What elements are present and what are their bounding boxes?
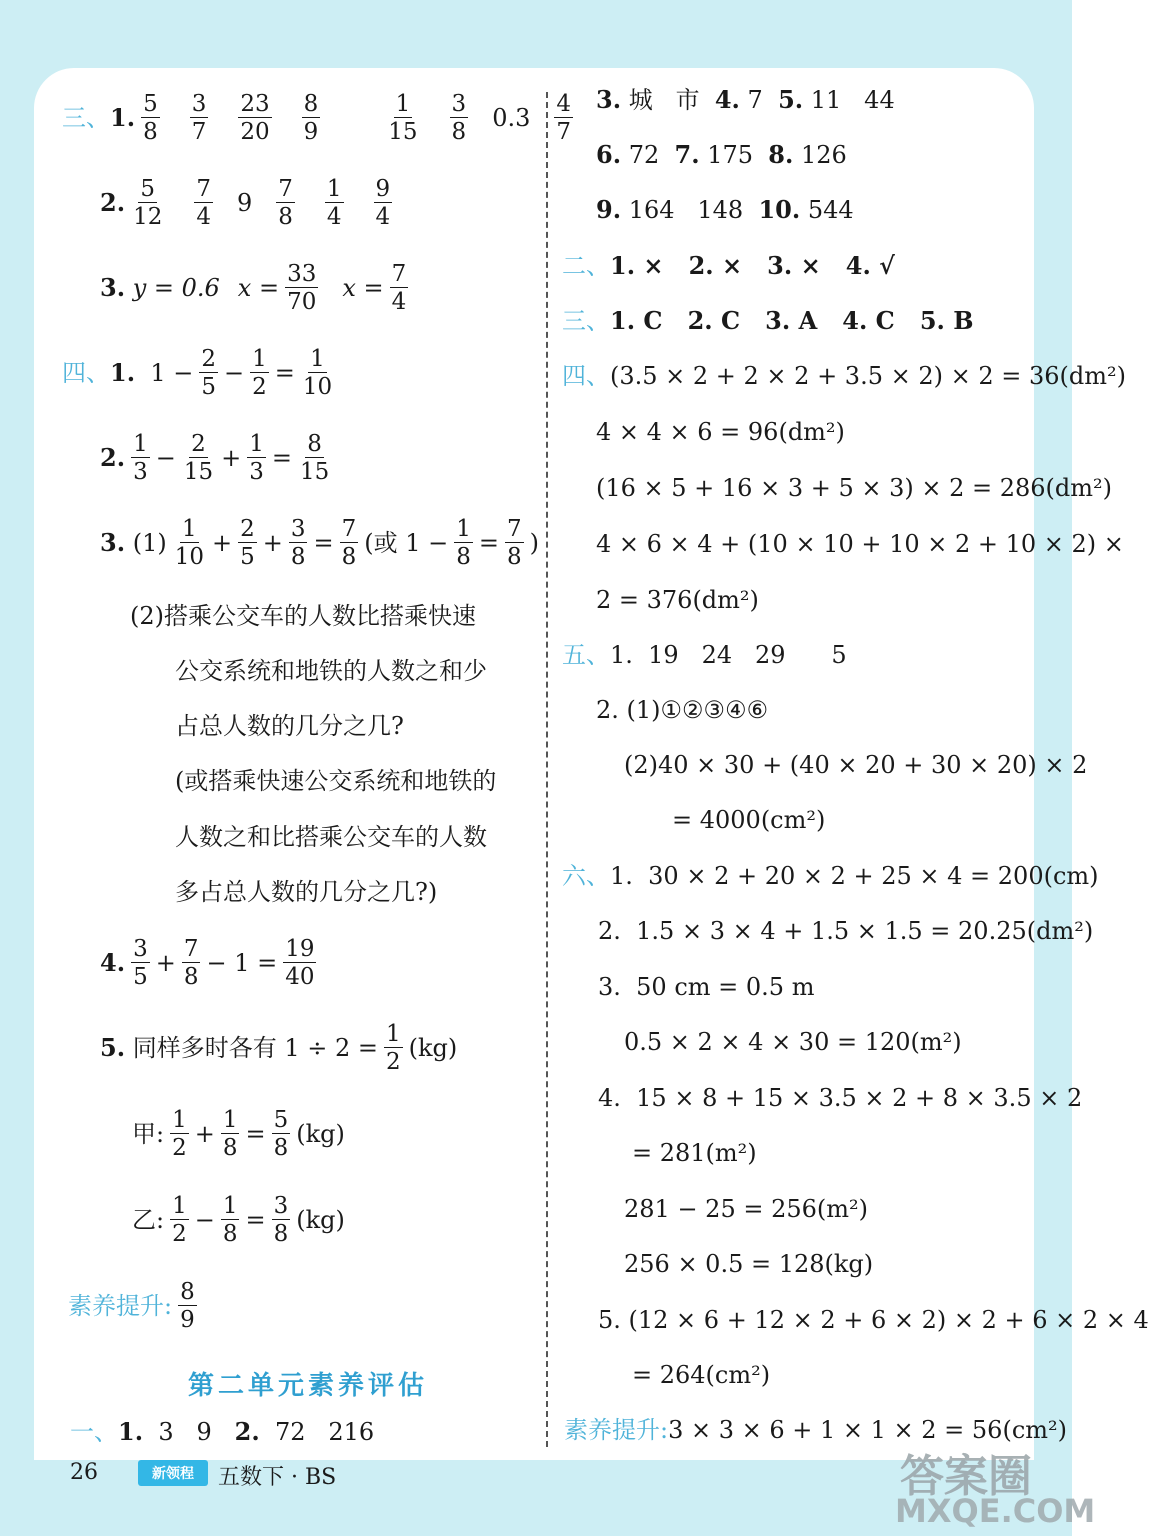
decimal-answer: 0.3 bbox=[492, 104, 531, 133]
unit-title: 第二单元素养评估 bbox=[188, 1371, 429, 1401]
brand-logo: 新领程 bbox=[138, 1460, 208, 1486]
text-line: 多占总人数的几分之几?) bbox=[175, 878, 438, 906]
fraction: 3 7 bbox=[191, 91, 207, 146]
column-divider bbox=[546, 92, 548, 1447]
right-line: 3. 城 市 4. 7 5. 11 44 bbox=[596, 85, 895, 114]
answer-r6-line: 256 × 0.5 = 128(kg) bbox=[624, 1250, 874, 1278]
answer-4-4: 4. 3 5 + $\frac{7}{8}$ − 1 = $\frac{19}{40}$ bbox=[100, 936, 315, 991]
answer-4-1: 四、 1. 1 − $\frac{2}{5}$ − $\frac{1}{2}$ = $\frac{1}{10}$ bbox=[62, 346, 333, 401]
answer-3-1 bbox=[62, 92, 579, 144]
answer-r6-line: 2. 1.5 × 3 × 4 + 1.5 × 1.5 = 20.25(dm²) bbox=[598, 917, 1094, 945]
text-line: 人数之和比搭乘公交车的人数 bbox=[175, 823, 487, 851]
answer-r4-line: 4 × 4 × 6 = 96(dm²) bbox=[596, 418, 845, 446]
answer-r6-line: = 281(m²) bbox=[632, 1139, 757, 1167]
fraction: 8 9 bbox=[303, 91, 319, 146]
text-line: 公交系统和地铁的人数之和少 bbox=[175, 657, 487, 685]
text-line: (或搭乘快速公交系统和地铁的 bbox=[175, 767, 497, 795]
answer-r5-2: 2. (1)①②③④⑥ bbox=[596, 696, 769, 724]
fraction: 3 8 bbox=[451, 91, 467, 146]
watermark-url: MXQE.COM bbox=[895, 1492, 1096, 1530]
answer-r2: 二、 1. × 2. × 3. × 4. √ bbox=[562, 251, 895, 280]
right-line: 6. 72 7. 175 8. 126 bbox=[596, 140, 847, 169]
answer-u2-1: 一、 1. 3 9 2. 72 216 bbox=[70, 1417, 375, 1446]
answer-4-2: 2. 1 3 − $\frac{2}{15}$ + $\frac{1}{3}$ = $\frac{8}{15}$ bbox=[100, 431, 330, 486]
answer-4-3: 3. (1) 1 10 + $\frac{2}{5}$ + $\frac{3}{8}$ = $\frac{7}{8}$ (或 1 − $\frac{1}{8}$ = $\frac{7}{8}$ ) bbox=[100, 516, 539, 571]
fraction: 5 8 bbox=[143, 91, 158, 146]
answer-r5: 五、 1. 19 24 29 5 bbox=[562, 641, 847, 669]
answer-yi: 乙: 1 2 − $\frac{1}{8}$ = $\frac{3}{8}$ (kg) bbox=[132, 1193, 345, 1248]
right-line: 9. 164 148 10. 544 bbox=[596, 195, 854, 224]
answer-r4-line: 4 × 6 × 4 + (10 × 10 + 10 × 2 + 10 × 2) × bbox=[596, 530, 1124, 558]
text-line: (2)搭乘公交车的人数比搭乘快速 bbox=[130, 602, 476, 630]
answer-r6-line: 4. 15 × 8 + 15 × 3.5 × 2 + 8 × 3.5 × 2 bbox=[598, 1084, 1083, 1112]
answer-r4-line: (16 × 5 + 16 × 3 + 5 × 3) × 2 = 286(dm²) bbox=[596, 474, 1112, 502]
answer-jia: 甲: 1 2 + $\frac{1}{8}$ = $\frac{5}{8}$ (kg) bbox=[132, 1107, 345, 1162]
answer-r6-line: 0.5 × 2 × 4 × 30 = 120(m²) bbox=[624, 1028, 962, 1056]
book-label: 五数下 · BS bbox=[218, 1465, 337, 1490]
suyang-right: 素养提升: 3 × 3 × 6 + 1 × 1 × 2 = 56(cm²) bbox=[564, 1416, 1067, 1444]
answer-r4: 四、 (3.5 × 2 + 2 × 2 + 3.5 × 2) × 2 = 36(dm²) bbox=[562, 362, 1126, 390]
answer-r6-line: 5. (12 × 6 + 12 × 2 + 6 × 2) × 2 + 6 × 2 × 4 bbox=[598, 1306, 1149, 1334]
answer-3-2: 2. 5 12 7 4 9 7 8 1 4 9 4 bbox=[100, 176, 391, 231]
answer-r5-2b: (2)40 × 30 + (40 × 20 + 30 × 20) × 2 bbox=[624, 751, 1088, 779]
answer-r4-line: 2 = 376(dm²) bbox=[596, 586, 759, 614]
answer-r6-line: = 264(cm²) bbox=[632, 1361, 771, 1389]
fraction: 23 20 bbox=[240, 91, 270, 146]
answer-r6: 六、 1. 30 × 2 + 20 × 2 + 25 × 4 = 200(cm) bbox=[562, 862, 1099, 890]
answer-r5-2c: = 4000(cm²) bbox=[672, 806, 826, 834]
suyang-left: 素养提升: 8 9 bbox=[68, 1279, 195, 1334]
fraction: 4 7 bbox=[556, 91, 571, 146]
answer-r3: 三、 1. C 2. C 3. A 4. C 5. B bbox=[562, 306, 974, 335]
fraction: 1 15 bbox=[388, 91, 418, 146]
watermark-logo: 答案圈 bbox=[900, 1451, 1032, 1502]
page-number: 26 bbox=[70, 1460, 98, 1485]
answer-r6-line: 281 − 25 = 256(m²) bbox=[624, 1195, 868, 1223]
answer-r6-line: 3. 50 cm = 0.5 m bbox=[598, 973, 815, 1001]
answer-4-5: 5. 同样多时各有 1 ÷ 2 = $\frac{1}{2}$ (kg) bbox=[100, 1021, 458, 1076]
item-number: 1. bbox=[110, 103, 136, 133]
answer-3-3: 3. y = 0.6 x = $\frac{33}{70}$ x = $\frac{7}{4}$ bbox=[100, 261, 407, 316]
section-label: 三、 bbox=[62, 104, 110, 133]
text-line: 占总人数的几分之几? bbox=[175, 712, 404, 740]
